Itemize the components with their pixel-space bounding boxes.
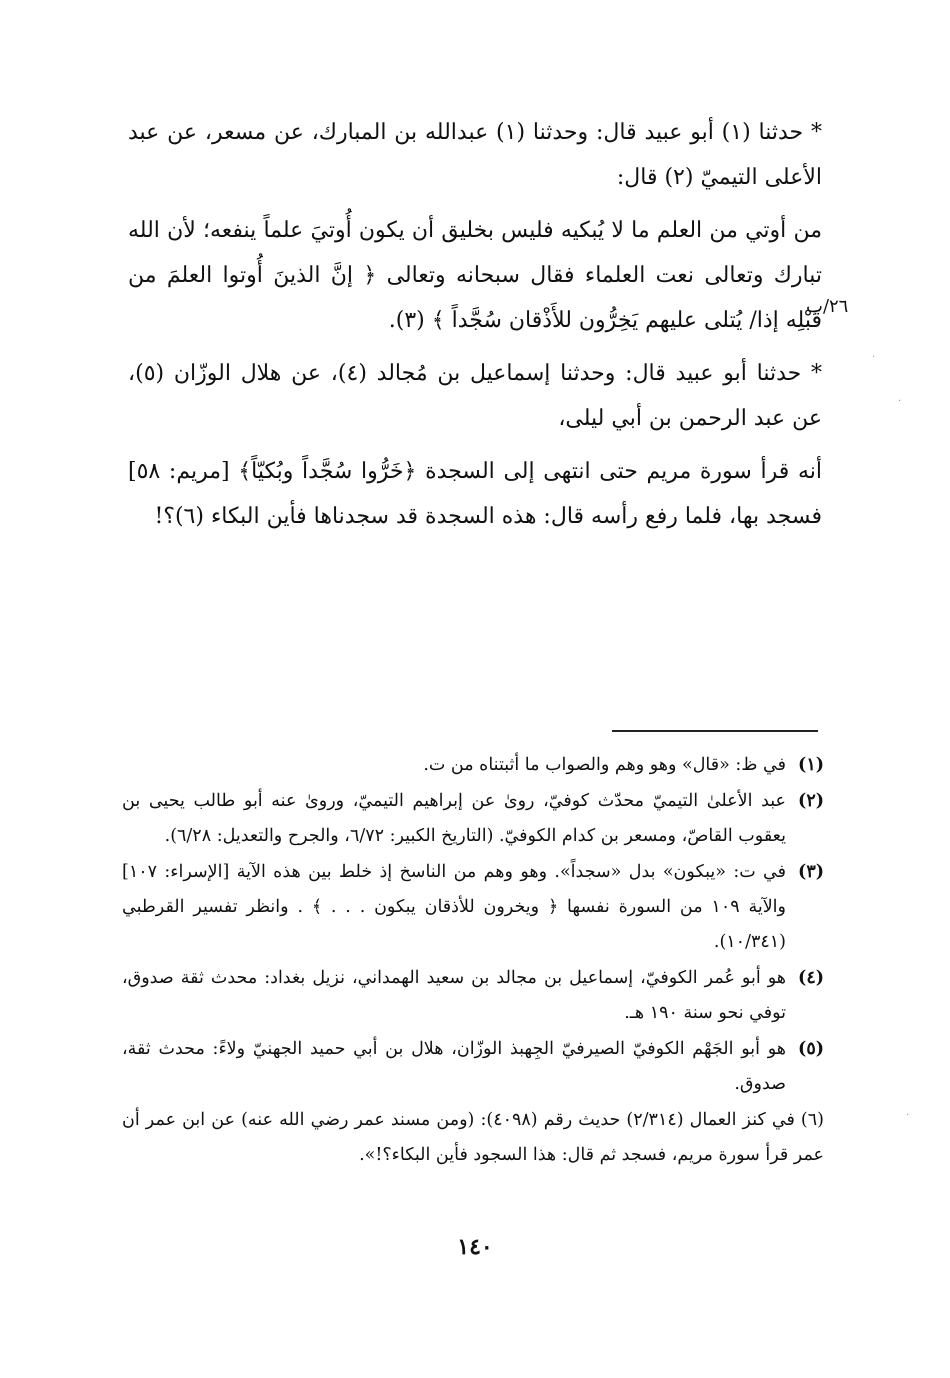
footnote-number: (٣) xyxy=(798,862,824,882)
main-text xyxy=(128,110,822,539)
folio-margin-note: ٢٦/ب xyxy=(806,296,849,317)
footnote-text: عبد الأعلىٰ التيميّ محدّث كوفيّ، روىٰ عن إبراهيم التيميّ، وروىٰ عنه أبو طالب يحيى بن يعقوب القاصّ، ومسعر بن كدام الكوفيّ. (التاريخ الكبير: ٦/٧٢، والجرح والتعديل: ٦/٢٨). xyxy=(122,791,786,846)
paragraph-3: * حدثنا أبو عبيد قال: وحدثنا إسماعيل بن مُجالد (٤)، عن هلال الوزّان (٥)، عن عبد الرحمن بن أبي ليلى، xyxy=(128,361,822,431)
paragraph-2: من أوتي من العلم ما لا يُبكيه فليس بخليق أن يكون أُوتيَ علماً ينفعه؛ لأن الله تبارك وتعالى نعت العلماء فقال سبحانه وتعالى ﴿ إنَّ الذينَ أُوتوا العلمَ من قَبْلِه إذا/ يُتلى عليهم يَخِرُّون للأَذْقان سُجَّداً ﴾ (٣). xyxy=(128,218,822,333)
footnote-number: (٤) xyxy=(798,968,824,988)
footnote-text: هو أبو الجَهْم الكوفيّ الصيرفيّ الجِهبذ الوزّان، هلال بن أبي حميد الجهنيّ ولاءً: محدث ثقة، صدوق. xyxy=(122,1039,786,1094)
footnote-separator xyxy=(612,730,818,732)
page-number: ١٤٠ xyxy=(457,1234,493,1260)
footnote-text: في ت: «يبكون» بدل «سجداً». وهو وهم من الناسخ إذ خلط بين هذه الآية [الإسراء: ١٠٧] والآية ١٠٩ من السورة نفسها ﴿ ويخرون للأذقان يبكون . . . ﴾ . وانظر تفسير القرطبي (١٠/٣٤١). xyxy=(122,862,786,952)
paragraph-4: أنه قرأ سورة مريم حتى انتهى إلى السجدة ﴿خَرُّوا سُجَّداً وبُكيّاً﴾ [مريم: ٥٨] فسجد بها، فلما رفع رأسه قال: هذه السجدة قد سجدناها فأين البكاء (٦)؟! xyxy=(128,459,822,529)
paragraph-1: * حدثنا (١) أبو عبيد قال: وحدثنا (١) عبدالله بن المبارك، عن مسعر، عن عبد الأعلى التيميّ (٢) قال: xyxy=(128,120,822,190)
footnote xyxy=(122,1032,824,1102)
footnote-number: (٥) xyxy=(798,1039,824,1059)
footnote-6: (٦) في كنز العمال (٢/٣١٤) حديث رقم (٤٠٩٨): (ومن مسند عمر رضي الله عنه) عن ابن عمر أن عمر قرأ سورة مريم، فسجد ثم قال: هذا السجود فأين البكاء؟!». xyxy=(122,1110,824,1165)
footnote-number: (١) xyxy=(798,755,824,775)
footnote xyxy=(122,748,824,783)
footnote xyxy=(122,855,824,960)
footnote xyxy=(122,961,824,1031)
scan-speck: · xyxy=(872,352,876,363)
scan-speck: · xyxy=(898,396,902,407)
footnote-text: هو أبو عُمر الكوفيّ، إسماعيل بن مجالد بن سعيد الهمداني، نزيل بغداد: محدث ثقة صدوق، توفي نحو سنة ١٩٠ هـ. xyxy=(122,968,786,1023)
footnote xyxy=(122,784,824,854)
footnotes xyxy=(122,748,824,1173)
footnote-text: في ظ: «قال» وهو وهم والصواب ما أثبتناه من ت. xyxy=(423,755,786,775)
scan-speck: · xyxy=(906,1110,910,1121)
footnote-number: (٢) xyxy=(798,791,824,811)
